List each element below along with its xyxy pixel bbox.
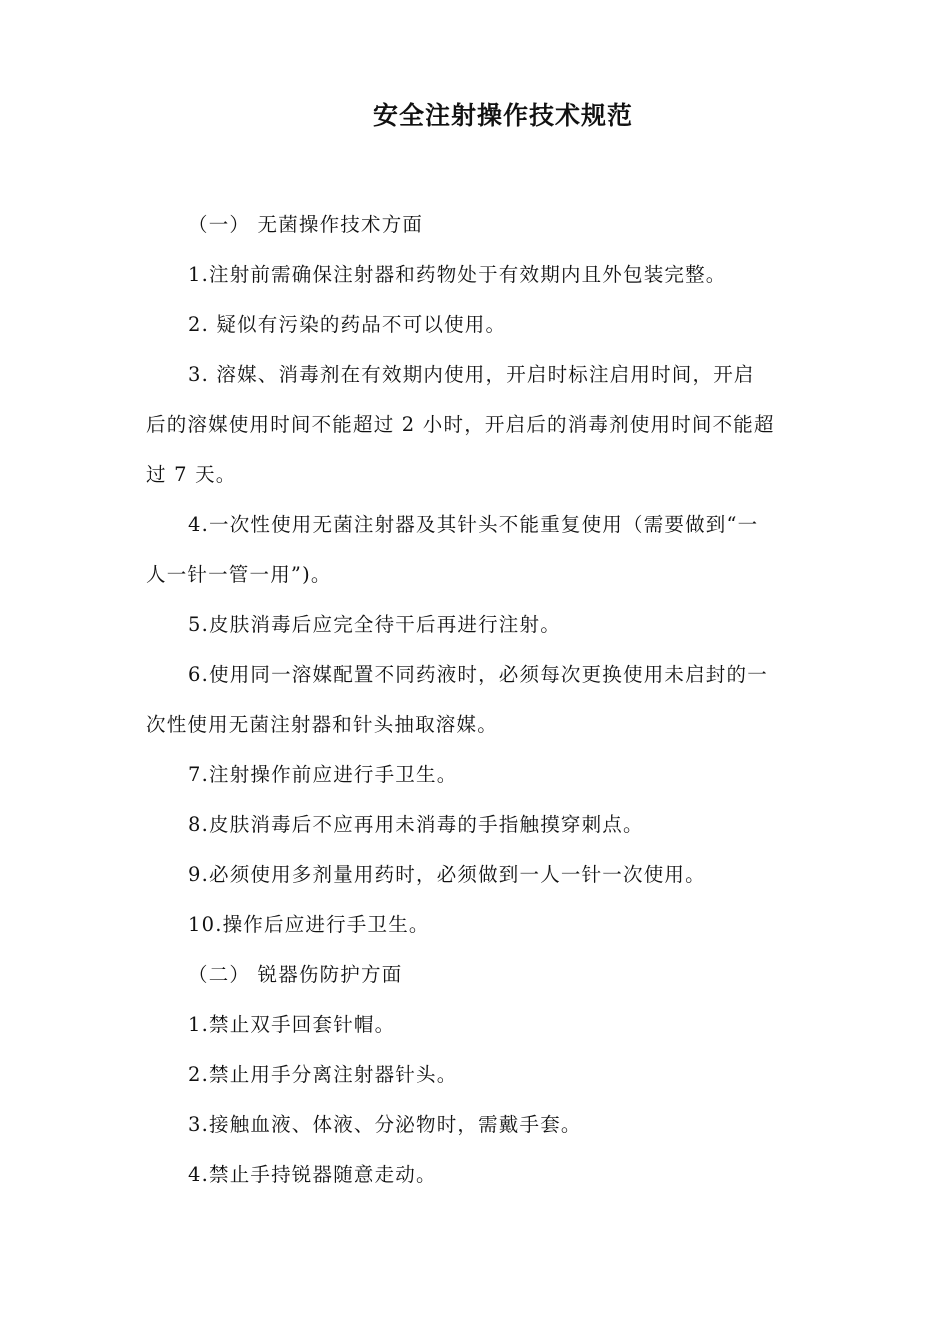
paragraph-line: 7.注射操作前应进行手卫生。 (188, 763, 458, 786)
paragraph-line: 次性使用无菌注射器和针头抽取溶媒。 (146, 713, 498, 736)
paragraph-line: 9.必须使用多剂量用药时，必须做到一人一针一次使用。 (188, 863, 706, 886)
paragraph-line: 后的溶媒使用时间不能超过 2 小时，开启后的消毒剂使用时间不能超 (146, 413, 775, 436)
paragraph-line: 4.一次性使用无菌注射器及其针头不能重复使用（需要做到“一 (188, 513, 759, 536)
paragraph-line: 过 7 天。 (146, 463, 237, 486)
paragraph-line: 8.皮肤消毒后不应再用未消毒的手指触摸穿刺点。 (188, 813, 644, 836)
paragraph-line: 人一针一管一用”)。 (146, 563, 332, 586)
paragraph-line: 6.使用同一溶媒配置不同药液时，必须每次更换使用未启封的一 (188, 663, 768, 686)
section-heading-aseptic: （一） 无菌操作技术方面 (188, 213, 424, 236)
section-heading-sharps: （二） 锐器伤防护方面 (188, 963, 403, 986)
paragraph-line: 3.接触血液、体液、分泌物时，需戴手套。 (188, 1113, 582, 1136)
paragraph-line: 5.皮肤消毒后应完全待干后再进行注射。 (188, 613, 561, 636)
paragraph-line: 10.操作后应进行手卫生。 (188, 913, 430, 936)
paragraph-line: 3. 溶媒、消毒剂在有效期内使用，开启时标注启用时间，开启 (188, 363, 755, 386)
paragraph-line: 1.禁止双手回套针帽。 (188, 1013, 396, 1036)
page-title: 安全注射操作技术规范 (372, 101, 633, 130)
paragraph-line: 2.禁止用手分离注射器针头。 (188, 1063, 458, 1086)
paragraph-line: 2. 疑似有污染的药品不可以使用。 (188, 313, 507, 336)
paragraph-line: 4.禁止手持锐器随意走动。 (188, 1163, 437, 1186)
paragraph-line: 1.注射前需确保注射器和药物处于有效期内且外包装完整。 (188, 263, 727, 286)
document-body (146, 200, 818, 1200)
